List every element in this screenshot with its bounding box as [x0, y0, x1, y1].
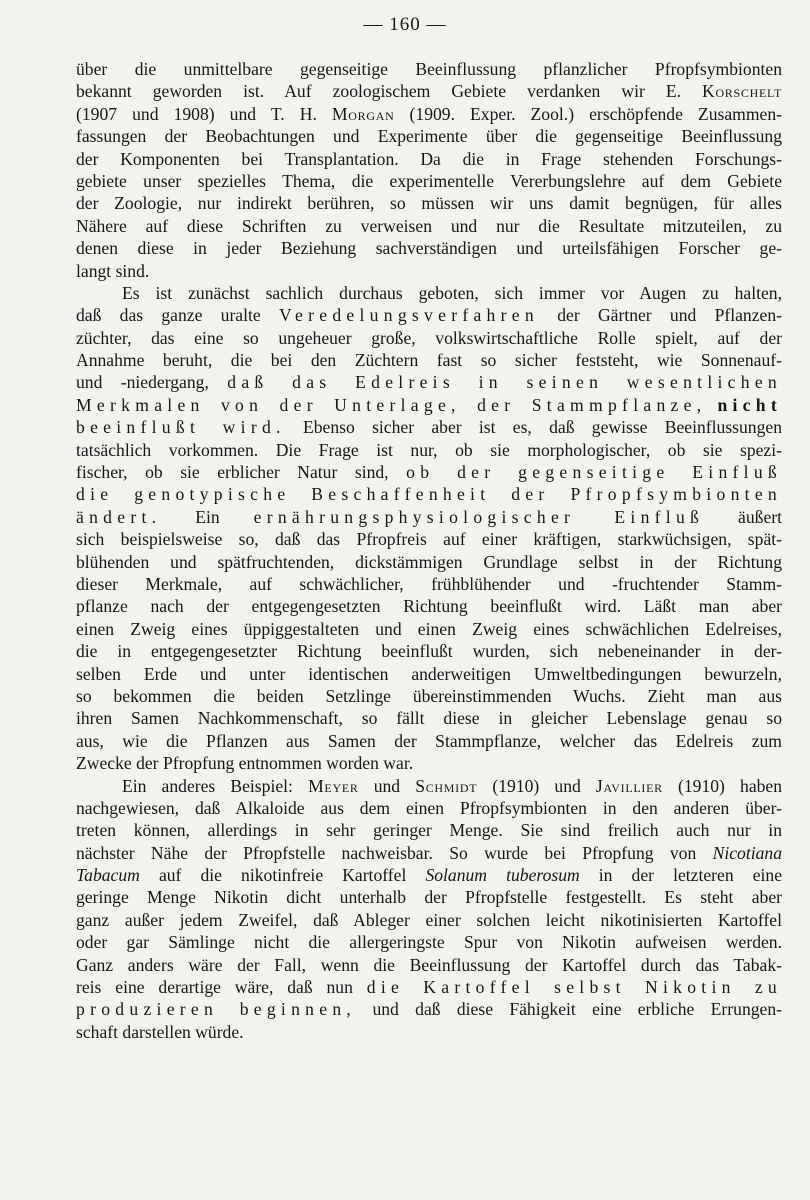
text-line: fassungen der Beobachtungen und Experimente über die gegenseitige Beeinflussung — [76, 126, 782, 147]
spaced-emphasis: die Kartoffel selbst Nikotin zu — [366, 977, 782, 998]
text-line: blühenden und spätfruchtenden, dickstämmigen Grundlage selbst in der Richtung — [76, 551, 782, 572]
text-line: oder gar Sämlinge nicht die allergeringste Spur von Nikotin aufweisen werden. — [76, 932, 782, 953]
author-name: Javillier — [595, 775, 663, 796]
text-line: Es ist zunächst sachlich durchaus geboten, sich immer vor Augen zu halten, — [122, 282, 782, 303]
text-line — [76, 394, 782, 416]
author-name: Morgan — [331, 103, 395, 124]
author-name: Schmidt — [415, 775, 478, 796]
text-line: der Zoologie, nur indirekt berühren, so müssen wir uns damit begnügen, für alles — [76, 193, 782, 214]
text-line: Tabacum auf die nikotinfreie Kartoffel Solanum tuberosum in der letzteren eine — [76, 865, 782, 886]
text-line: Zwecke der Pfropfung entnommen worden war. — [76, 753, 414, 774]
text-line: selben Erde und unter identischen anderweitigen Umweltbedingungen bewurzeln, — [76, 663, 782, 684]
bold-emphasis: nicht — [717, 394, 782, 415]
text-line: pflanze nach der entgegengesetzten Richtung beeinflußt wird. Läßt man aber — [76, 596, 782, 617]
spaced-emphasis: daß das Edelreis in seinen wesentlichen — [227, 372, 782, 393]
text-line: dieser Merkmale, auf schwächlicher, frühblühender und -fruchtender Stamm- — [76, 573, 782, 594]
text-line: Annahme beruht, die bei den Züchtern fast so sicher feststeht, wie Sonnenauf- — [76, 350, 782, 371]
text-line: ganz außer jedem Zweifel, daß Ableger einer solchen leicht nikotinisierten Kartoffel — [76, 909, 782, 930]
text-line: (1907 und 1908) und T. H. Morgan (1909. Exper. Zool.) erschöpfende Zusammen- — [76, 103, 782, 124]
author-name: Meyer — [308, 775, 359, 796]
text-line: und -niedergang, daß das Edelreis in seinen wesentlichen — [76, 372, 782, 393]
text-line: Ein anderes Beispiel: Meyer und Schmidt (1910) und Javillier (1910) haben — [122, 775, 782, 796]
text-line: gebiete unser spezielles Thema, die experimentelle Vererbungslehre auf dem Gebiete — [76, 170, 782, 191]
text-line: ändert. Ein ernährungsphysiologischer Einfluß äußert — [76, 506, 782, 527]
species-name: Nicotiana — [712, 842, 782, 863]
text-line: nächster Nähe der Pfropfstelle nachweisbar. So wurde bei Pfropfung von Nicotiana — [76, 842, 782, 863]
spaced-emphasis: produzieren beginnen, — [76, 999, 357, 1020]
body-text — [76, 58, 782, 1043]
text-line: züchter, das eine so ungeheuer große, volkswirtschaftliche Rolle spielt, auf der — [76, 327, 782, 348]
spaced-emphasis: ernährungsphysiologischer Einfluß — [253, 506, 705, 527]
text-line: einen Zweig eines üppiggestalteten und einen Zweig eines schwächlichen Edelreises, — [76, 618, 782, 639]
text-line: der Komponenten bei Transplantation. Da die in Frage stehenden Forschungs- — [76, 148, 782, 169]
text-line: daß das ganze uralte Veredelungsverfahren der Gärtner und Pflanzen- — [76, 305, 782, 326]
text-line: treten können, allerdings in sehr geringer Menge. Sie sind freilich auch nur in — [76, 820, 782, 841]
text-line: die in entgegengesetzter Richtung beeinflußt wurden, sich nebeneinander in der- — [76, 641, 782, 662]
text-line: aus, wie die Pflanzen aus Samen der Stammpflanze, welcher das Edelreis zum — [76, 730, 782, 751]
text-line: sich beispielsweise so, daß das Pfropfreis auf einer kräftigen, starkwüchsigen, spät- — [76, 529, 782, 550]
text-line: über die unmittelbare gegenseitige Beeinflussung pflanzlicher Pfropfsymbionten — [76, 59, 782, 79]
text-line: Ganz anders wäre der Fall, wenn die Beeinflussung der Kartoffel durch das Tabak- — [76, 954, 782, 975]
text-line: beeinflußt wird. Ebenso sicher aber ist es, daß gewisse Beeinflussungen — [76, 417, 782, 438]
text-line: bekannt geworden ist. Auf zoologischem Gebiete verdanken wir E. Korschelt — [76, 81, 782, 102]
spaced-emphasis: Veredelungsverfahren — [278, 305, 539, 326]
text-line: langt sind. — [76, 260, 150, 281]
text-line: tatsächlich vorkommen. Die Frage ist nur, ob sie morphologischer, ob sie spezi- — [76, 439, 782, 460]
text-line: geringe Menge Nikotin dicht unterhalb der Pfropfstelle festgestellt. Es steht aber — [76, 887, 782, 908]
text-line: denen diese in jeder Beziehung sachverständigen und urteilsfähigen Forscher ge- — [76, 238, 782, 259]
page-number: — 160 — — [363, 14, 447, 35]
text-line: fischer, ob sie erblicher Natur sind, ob der gegenseitige Einfluß — [76, 462, 782, 483]
species-name: Tabacum — [76, 865, 140, 886]
author-name: Korschelt — [702, 81, 782, 102]
text-line: die genotypische Beschaffenheit der Pfropfsymbionten — [76, 484, 782, 505]
text-line: produzieren beginnen, und daß diese Fähigkeit eine erbliche Errungen- — [76, 999, 782, 1020]
text-line: ihren Samen Nachkommenschaft, so fällt diese in gleicher Lebenslage genau so — [76, 708, 782, 729]
spaced-emphasis: beeinflußt wird. — [76, 417, 286, 438]
spaced-emphasis: Merkmalen von der Unterlage, der Stammpflanze, — [76, 394, 707, 415]
text-line: nachgewiesen, daß Alkaloide aus dem einen Pfropfsymbionten in den anderen über- — [76, 797, 782, 818]
spaced-emphasis: ändert. — [76, 506, 162, 527]
text-line: reis eine derartige wäre, daß nun die Kartoffel selbst Nikotin zu — [76, 977, 782, 998]
text-line: so bekommen die beiden Setzlinge übereinstimmenden Wuchs. Zieht man aus — [76, 685, 782, 706]
text-line: schaft darstellen würde. — [76, 1021, 244, 1042]
text-line: Nähere auf diese Schriften zu verweisen und nur die Resultate mitzuteilen, zu — [76, 215, 782, 236]
species-name: Solanum tuberosum — [425, 865, 580, 886]
spaced-emphasis: ob der gegenseitige Einfluß — [406, 462, 782, 483]
